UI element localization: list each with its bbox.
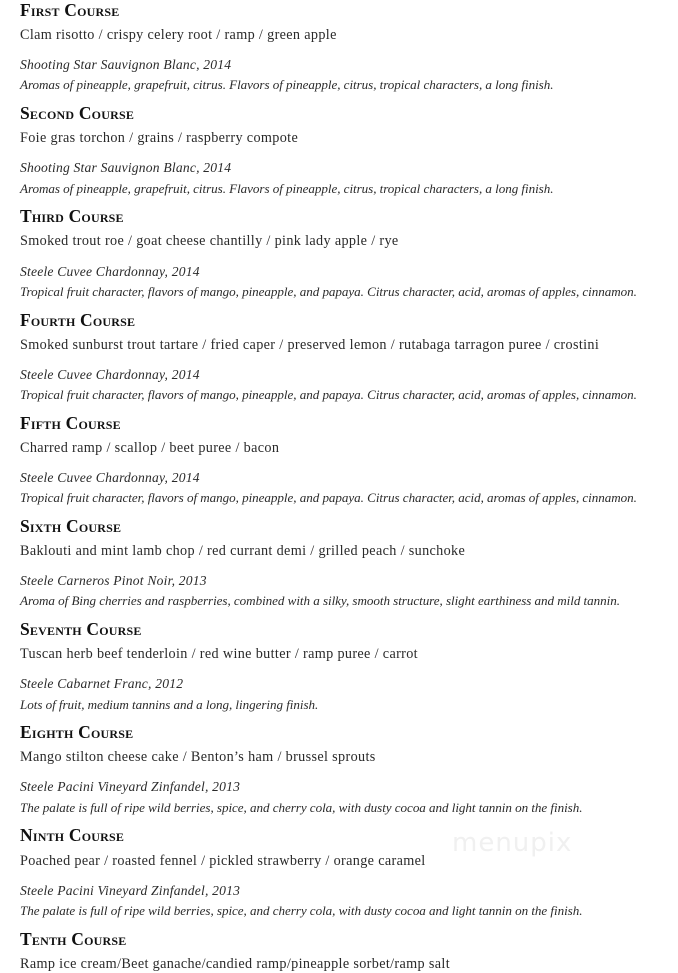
course-dish-description: Tuscan herb beef tenderloin / red wine butter / ramp puree / carrot: [20, 646, 418, 663]
wine-pairing-name: Steele Cabarnet Franc, 2012: [20, 676, 184, 692]
course-section: [0, 0, 678, 93]
course-heading: Ninth Course: [20, 825, 125, 846]
course-heading: Seventh Course: [20, 619, 142, 640]
wine-pairing-name: Steele Cuvee Chardonnay, 2014: [20, 469, 200, 485]
course-dish-description: Smoked sunburst trout tartare / fried caper / preserved lemon / rutabaga tarragon puree / crostini: [20, 336, 600, 353]
course-dish-description: Baklouti and mint lamb chop / red currant demi / grilled peach / sunchoke: [20, 542, 466, 559]
wine-tasting-notes: Aromas of pineapple, grapefruit, citrus. Flavors of pineapple, citrus, tropical characters, a long finish.: [20, 180, 554, 196]
course-heading: Tenth Course: [20, 928, 127, 949]
menupix-watermark: menupix: [452, 828, 573, 858]
wine-pairing-name: Steele Carneros Pinot Noir, 2013: [20, 573, 207, 589]
wine-tasting-notes: Aroma of Bing cherries and raspberries, combined with a silky, smooth structure, slight earthiness and mild tannin.: [20, 593, 620, 609]
course-heading: Eighth Course: [20, 722, 134, 743]
wine-pairing-name: Steele Cuvee Chardonnay, 2014: [20, 366, 200, 382]
wine-tasting-notes: Tropical fruit character, flavors of mango, pineapple, and papaya. Citrus character, acid, aromas of apples, cinnamon.: [20, 386, 637, 402]
course-heading: Fifth Course: [20, 412, 121, 433]
course-dish-description: Smoked trout roe / goat cheese chantilly / pink lady apple / rye: [20, 233, 399, 250]
wine-pairing-name: Shooting Star Sauvignon Blanc, 2014: [20, 160, 232, 176]
wine-tasting-notes: Tropical fruit character, flavors of mango, pineapple, and papaya. Citrus character, acid, aromas of apples, cinnamon.: [20, 490, 637, 506]
course-dish-description: Ramp ice cream/Beet ganache/candied ramp/pineapple sorbet/ramp salt: [20, 955, 450, 972]
course-section: [0, 103, 678, 196]
course-section: [0, 825, 678, 918]
course-dish-description: Mango stilton cheese cake / Benton’s ham / brussel sprouts: [20, 749, 376, 766]
course-dish-description: Clam risotto / crispy celery root / ramp / green apple: [20, 27, 337, 44]
course-section: [0, 310, 678, 403]
course-section: [0, 516, 678, 609]
wine-pairing-name: Steele Cuvee Chardonnay, 2014: [20, 263, 200, 279]
course-heading: First Course: [20, 0, 120, 20]
course-heading: Sixth Course: [20, 515, 122, 536]
course-heading: Fourth Course: [20, 309, 136, 330]
course-dish-description: Poached pear / roasted fennel / pickled strawberry / orange caramel: [20, 852, 426, 869]
wine-pairing-name: Steele Pacini Vineyard Zinfandel, 2013: [20, 779, 241, 795]
course-heading: Second Course: [20, 103, 135, 124]
course-section: [0, 206, 678, 299]
course-dish-description: Foie gras torchon / grains / raspberry compote: [20, 130, 299, 147]
course-dish-description: Charred ramp / scallop / beet puree / bacon: [20, 439, 280, 456]
wine-tasting-notes: Aromas of pineapple, grapefruit, citrus. Flavors of pineapple, citrus, tropical characters, a long finish.: [20, 77, 554, 93]
course-section: [0, 722, 678, 815]
course-heading: Third Course: [20, 206, 124, 227]
wine-pairing-name: Steele Pacini Vineyard Zinfandel, 2013: [20, 882, 241, 898]
wine-tasting-notes: The palate is full of ripe wild berries, spice, and cherry cola, with dusty cocoa and light tannin on the finish.: [20, 799, 583, 815]
wine-pairing-name: Shooting Star Sauvignon Blanc, 2014: [20, 57, 232, 73]
wine-tasting-notes: The palate is full of ripe wild berries, spice, and cherry cola, with dusty cocoa and light tannin on the finish.: [20, 902, 583, 918]
course-section: [0, 413, 678, 506]
wine-tasting-notes: Tropical fruit character, flavors of mango, pineapple, and papaya. Citrus character, acid, aromas of apples, cinnamon.: [20, 283, 637, 299]
course-section: [0, 619, 678, 712]
course-section: [0, 929, 678, 973]
wine-tasting-notes: Lots of fruit, medium tannins and a long, lingering finish.: [20, 696, 319, 712]
